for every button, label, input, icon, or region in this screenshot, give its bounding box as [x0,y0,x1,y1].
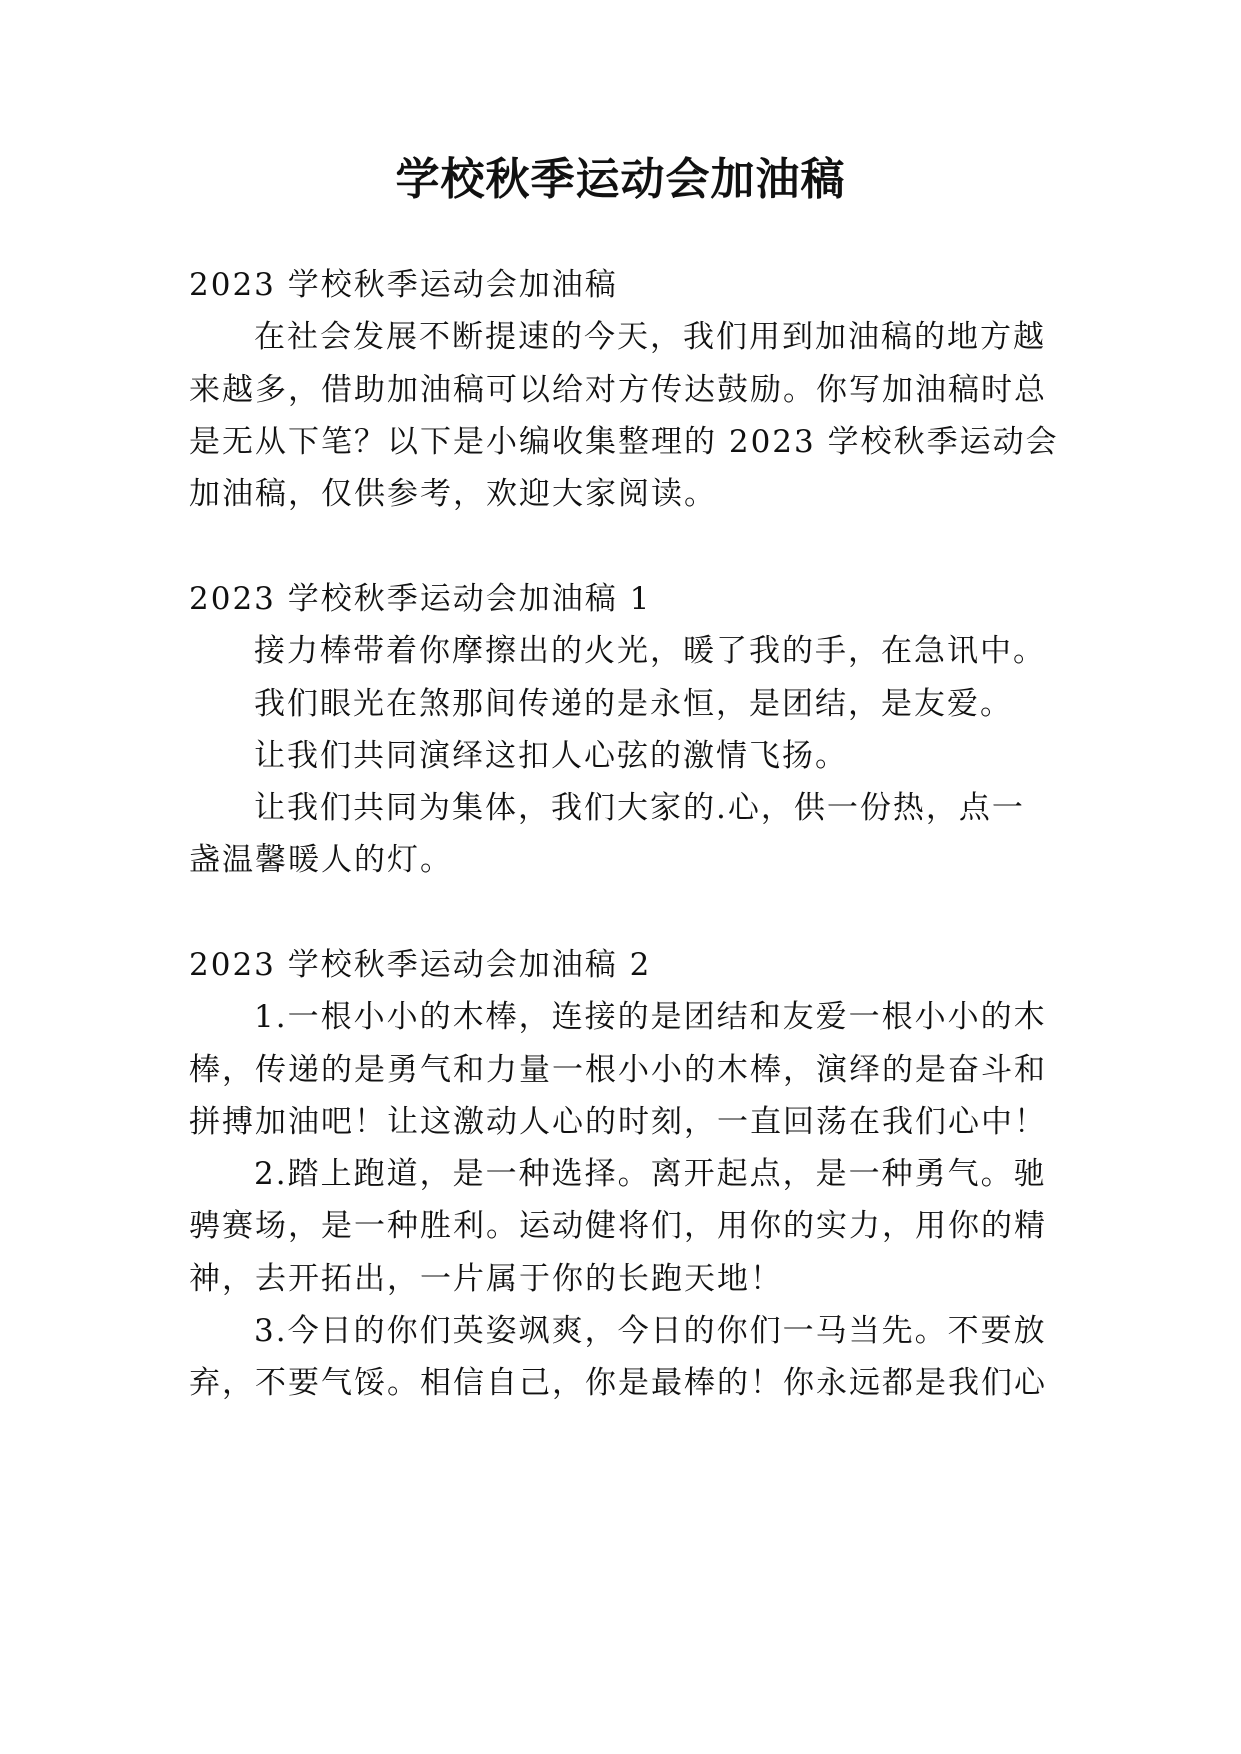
intro-line: 加油稿，仅供参考，欢迎大家阅读。 [189,476,717,512]
section2-line: 2.踏上跑道，是一种选择。离开起点，是一种勇气。驰 [254,1156,1047,1192]
intro-line: 是无从下笔？以下是小编收集整理的 2023 学校秋季运动会 [189,424,1059,460]
section1-line: 接力棒带着你摩擦出的火光，暖了我的手，在急讯中。 [254,633,1046,669]
intro-line: 在社会发展不断提速的今天，我们用到加油稿的地方越 [254,319,1046,355]
section1-heading: 2023 学校秋季运动会加油稿 1 [189,581,652,617]
intro-line: 来越多，借助加油稿可以给对方传达鼓励。你写加油稿时总 [189,372,1047,408]
section2-line: 1.一根小小的木棒，连接的是团结和友爱一根小小的木 [254,999,1047,1035]
section1-line: 盏温馨暖人的灯。 [189,842,453,878]
intro-heading: 2023 学校秋季运动会加油稿 [189,267,618,303]
section1-line: 让我们共同为集体，我们大家的.心，供一份热，点一 [254,790,1025,826]
section2-line: 骋赛场，是一种胜利。运动健将们，用你的实力，用你的精 [189,1208,1047,1244]
section1-line: 让我们共同演绎这扣人心弦的激情飞扬。 [254,738,848,774]
section1-line: 我们眼光在煞那间传递的是永恒，是团结，是友爱。 [254,686,1013,722]
section2-line: 拼搏加油吧！让这激动人心的时刻，一直回荡在我们心中！ [189,1104,1047,1140]
section2-heading: 2023 学校秋季运动会加油稿 2 [189,947,652,983]
section2-line: 弃，不要气馁。相信自己，你是最棒的！你永远都是我们心 [189,1365,1047,1401]
section2-line: 棒，传递的是勇气和力量一根小小的木棒，演绎的是奋斗和 [189,1052,1047,1088]
section2-line: 神，去开拓出，一片属于你的长跑天地！ [189,1261,783,1297]
section2-line: 3.今日的你们英姿飒爽，今日的你们一马当先。不要放 [254,1313,1047,1349]
document-title: 学校秋季运动会加油稿 [395,154,846,205]
